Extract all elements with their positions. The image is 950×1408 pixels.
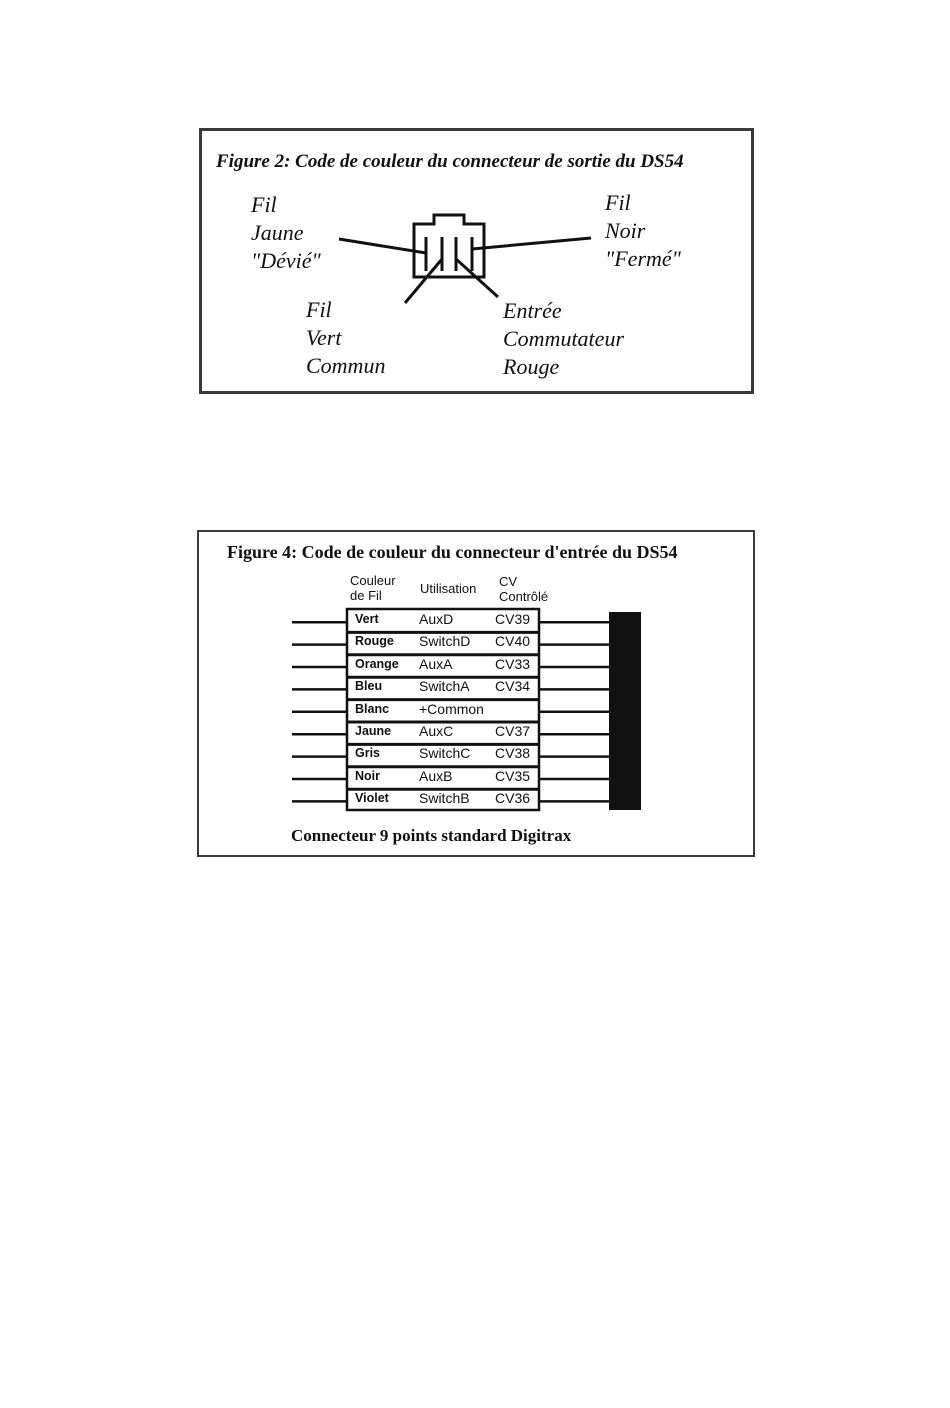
label-line: "Dévié" (251, 248, 321, 273)
usage-cell: SwitchD (419, 633, 471, 650)
usage-cell: AuxB (419, 767, 453, 784)
usage-cell: SwitchB (419, 790, 470, 807)
cv-cell: CV33 (495, 655, 531, 672)
usage-cell: SwitchA (419, 678, 470, 695)
label-line: Fil (251, 192, 277, 217)
cv-cell: CV34 (495, 678, 531, 695)
wire-color-cell: Gris (355, 746, 381, 761)
header-usage: Utilisation (420, 581, 477, 596)
label-line: Commutateur (503, 326, 624, 351)
pin-row (349, 790, 537, 809)
usage-cell: AuxC (419, 723, 454, 739)
pin-row (349, 745, 537, 764)
header-line: Contrôlé (499, 589, 549, 604)
wire-color-cell: Rouge (355, 634, 394, 649)
label-green-wire (306, 296, 385, 380)
cv-cell: CV38 (495, 745, 531, 762)
pin-row (349, 633, 537, 652)
pin-row (349, 701, 537, 720)
label-line: Commun (306, 353, 386, 378)
wire-color-cell: Noir (355, 768, 380, 783)
label-line: Rouge (503, 354, 560, 379)
label-line: Entrée (503, 298, 562, 323)
figure-4-input-connector (197, 530, 755, 857)
pin-row (349, 656, 537, 675)
header-line: de Fil (350, 588, 382, 603)
wire-color-cell: Violet (355, 791, 389, 806)
wire-color-cell: Vert (355, 612, 379, 626)
label-line: Noir (605, 218, 646, 243)
left-wires (292, 622, 347, 801)
wire-color-cell: Bleu (355, 679, 383, 694)
figure-2-output-connector (199, 128, 754, 394)
pin-row (349, 768, 537, 787)
label-line: Fil (605, 190, 631, 215)
pin-row (349, 611, 537, 630)
wire-color-cell: Jaune (355, 724, 392, 738)
figure-4-title: Figure 4: Code de couleur du connecteur d'entrée du DS54 (227, 542, 678, 562)
label-red-wire (503, 297, 624, 381)
label-yellow-wire (251, 191, 321, 275)
cv-cell: CV37 (495, 723, 531, 739)
usage-cell: AuxD (419, 611, 454, 627)
label-line: "Fermé" (605, 246, 681, 271)
label-line: Jaune (251, 220, 304, 245)
label-line: Vert (306, 325, 342, 350)
right-wires (539, 622, 609, 801)
label-line: Fil (306, 297, 332, 322)
wire-color-cell: Blanc (355, 701, 390, 716)
pin-row (349, 678, 537, 697)
connector-caption: Connecteur 9 points standard Digitrax (291, 826, 572, 845)
usage-cell: SwitchC (419, 745, 471, 762)
usage-cell: +Common (419, 700, 484, 717)
cv-cell: CV36 (495, 790, 531, 807)
usage-cell: AuxA (419, 655, 453, 672)
wire-black (472, 238, 591, 249)
label-black-wire (605, 189, 681, 273)
connector-block (609, 612, 641, 810)
figure-2-title: Figure 2: Code de couleur du connecteur de sortie du DS54 (216, 151, 684, 172)
cv-cell: CV39 (495, 611, 531, 627)
header-line: Couleur (350, 573, 396, 588)
wire-color-cell: Orange (355, 656, 399, 671)
cv-cell: CV40 (495, 633, 531, 650)
cv-cell: CV35 (495, 767, 531, 784)
header-line: CV (499, 574, 518, 589)
pin-row (349, 723, 537, 742)
